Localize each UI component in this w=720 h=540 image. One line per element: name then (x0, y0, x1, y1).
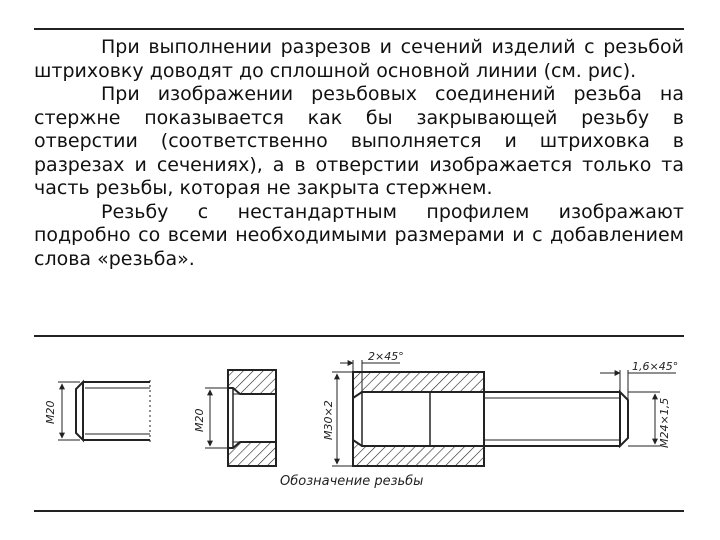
top-rule (34, 28, 684, 30)
bolt-dim-label: M20 (44, 400, 57, 424)
nut-dim-label: M20 (193, 408, 206, 432)
paragraph-3: Резьбу с нестандартным профилем изображают подробно со всеми необходимыми размерами и с добавлением слова «резьба». (34, 200, 684, 270)
rod-thread-label: M24×1,5 (658, 397, 671, 448)
middle-rule (34, 335, 684, 337)
bottom-rule (34, 510, 684, 512)
paragraph-1: При выполнении разрезов и сечений изделий с резьбой штриховку доводят до сплошной основной линии (см. рис). (34, 36, 684, 82)
coupling-chamfer-label: 2×45° (368, 350, 404, 363)
body-text (34, 36, 684, 271)
coupling-thread-label: M30×2 (322, 400, 335, 440)
bolt-view (76, 380, 150, 442)
rod-view (430, 392, 628, 446)
coupling-section (353, 372, 484, 466)
paragraph-2: При изображении резьбовых соединений резьба на стержне показывается как бы закрывающей резьбу в отверстии (соответственно выполняется и штриховка в разрезах и сечениях), а в отверстии изображается только та часть резьбы, которая не закрыта стержнем. (34, 83, 684, 199)
rod-chamfer-label: 1,6×45° (632, 360, 679, 373)
figure-caption: Обозначение резьбы (280, 474, 424, 489)
nut-dimension (205, 388, 228, 448)
nut-section (228, 370, 276, 466)
